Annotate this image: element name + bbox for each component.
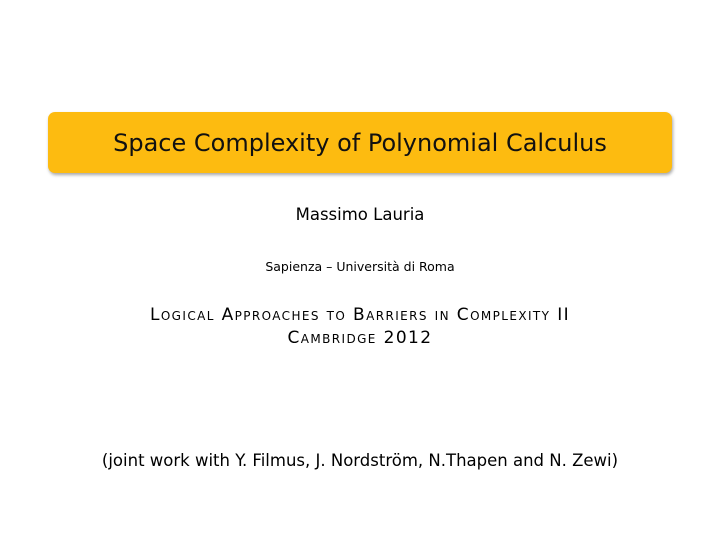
author-name: Massimo Lauria <box>295 205 425 224</box>
slide-title: Space Complexity of Polynomial Calculus <box>113 128 607 157</box>
title-box <box>48 112 672 173</box>
coauthors-note: (joint work with Y. Filmus, J. Nordström, N.Thapen and N. Zewi) <box>101 451 619 470</box>
institute-name: Sapienza – Università di Roma <box>265 259 455 274</box>
event-info <box>0 304 720 350</box>
event-location-year: Cambridge 2012 <box>287 328 433 348</box>
event-title: Logical Approaches to Barriers in Complexity II <box>149 305 571 325</box>
